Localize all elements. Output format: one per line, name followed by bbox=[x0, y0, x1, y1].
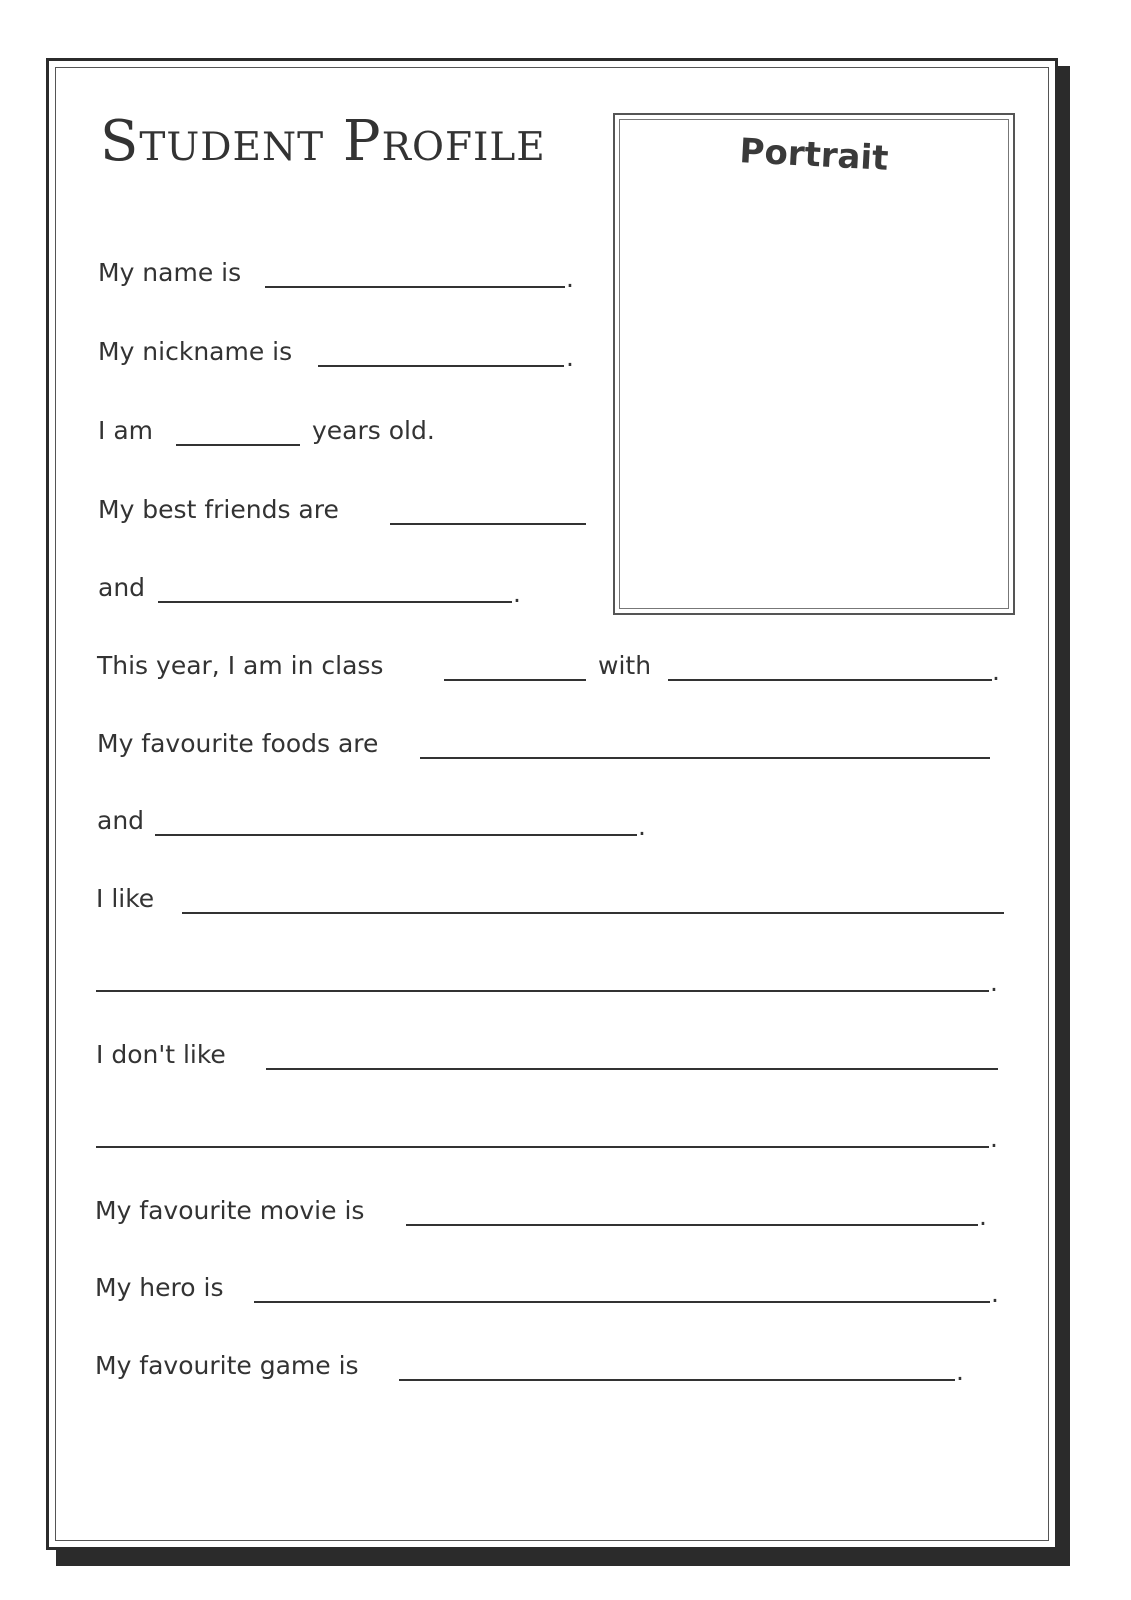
friends-blank-2[interactable] bbox=[158, 601, 512, 603]
foods-period: . bbox=[638, 812, 646, 841]
age-label: I am bbox=[98, 416, 153, 445]
foods-blank-2[interactable] bbox=[155, 834, 637, 836]
class-period: . bbox=[992, 657, 1000, 686]
page-title: Student Profile bbox=[100, 109, 546, 174]
game-period: . bbox=[956, 1357, 964, 1386]
hero-blank[interactable] bbox=[254, 1301, 990, 1303]
hero-label: My hero is bbox=[95, 1273, 224, 1302]
age-suffix: years old. bbox=[312, 416, 435, 445]
nickname-period: . bbox=[566, 343, 574, 372]
like-blank-2[interactable] bbox=[96, 990, 989, 992]
game-blank[interactable] bbox=[399, 1379, 955, 1381]
dislike-label: I don't like bbox=[96, 1040, 226, 1069]
foods-and-label: and bbox=[97, 806, 145, 835]
foods-blank-1[interactable] bbox=[420, 757, 990, 759]
movie-label: My favourite movie is bbox=[95, 1196, 365, 1225]
movie-period: . bbox=[979, 1202, 987, 1231]
portrait-box[interactable] bbox=[613, 113, 1015, 615]
class-label: This year, I am in class bbox=[97, 651, 384, 680]
class-with-label: with bbox=[598, 651, 652, 680]
friends-period: . bbox=[513, 579, 521, 608]
nickname-label: My nickname is bbox=[98, 337, 293, 366]
dislike-period: . bbox=[990, 1124, 998, 1153]
friends-label: My best friends are bbox=[98, 495, 339, 524]
hero-period: . bbox=[991, 1279, 999, 1308]
name-label: My name is bbox=[98, 258, 242, 287]
game-label: My favourite game is bbox=[95, 1351, 359, 1380]
like-blank-1[interactable] bbox=[182, 912, 1004, 914]
name-blank[interactable] bbox=[265, 286, 565, 288]
like-label: I like bbox=[96, 884, 155, 913]
foods-label: My favourite foods are bbox=[97, 729, 379, 758]
portrait-label: Portrait bbox=[738, 131, 890, 179]
classmates-blank[interactable] bbox=[668, 679, 992, 681]
age-blank[interactable] bbox=[176, 444, 300, 446]
movie-blank[interactable] bbox=[406, 1224, 978, 1226]
friends-blank-1[interactable] bbox=[390, 523, 586, 525]
class-blank[interactable] bbox=[444, 679, 586, 681]
dislike-blank-1[interactable] bbox=[266, 1068, 998, 1070]
friends-and-label: and bbox=[98, 573, 146, 602]
dislike-blank-2[interactable] bbox=[96, 1146, 989, 1148]
name-period: . bbox=[566, 264, 574, 293]
nickname-blank[interactable] bbox=[318, 365, 564, 367]
like-period: . bbox=[990, 968, 998, 997]
